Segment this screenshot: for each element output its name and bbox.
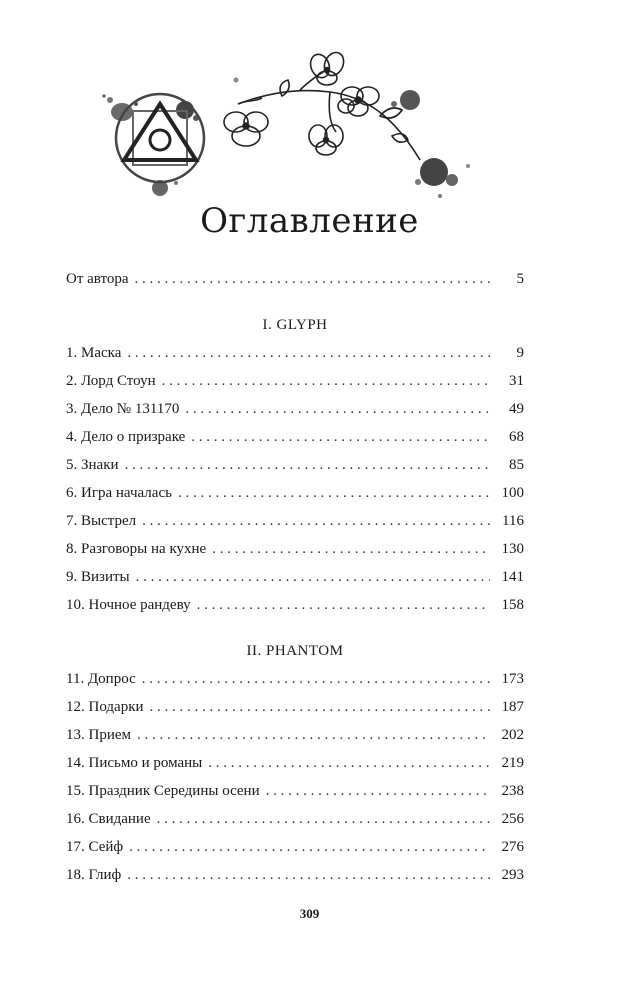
toc-entry-intro[interactable] <box>66 265 524 293</box>
part-section <box>66 311 524 619</box>
toc-entry-page: 9 <box>516 345 524 361</box>
toc-entry-label: 7. Выстрел <box>66 513 137 529</box>
toc-entry[interactable] <box>66 395 524 423</box>
toc-entry-label: 9. Визиты <box>66 569 130 585</box>
dot-leader <box>135 265 490 293</box>
toc-entry-label: 14. Письмо и романы <box>66 755 203 771</box>
toc-entry[interactable] <box>66 563 524 591</box>
toc-entry-label: 3. Дело № 131170 <box>66 401 180 417</box>
toc-entry-label: 16. Свидание <box>66 811 151 827</box>
toc-entry-label: 11. Допрос <box>66 671 136 687</box>
toc-entry-label: 13. Прием <box>66 727 132 743</box>
toc-entry[interactable] <box>66 423 524 451</box>
toc-entry-page: 31 <box>509 373 524 389</box>
toc-entry-page: 276 <box>501 839 524 855</box>
toc-entry-label: 6. Игра началась <box>66 485 172 501</box>
toc-entry-page: 116 <box>502 513 524 529</box>
dot-leader <box>162 367 490 395</box>
toc-entry-label: 10. Ночное рандеву <box>66 597 191 613</box>
toc-entry[interactable] <box>66 339 524 367</box>
dot-leader <box>127 339 490 367</box>
dot-leader <box>142 665 490 693</box>
toc-entry[interactable] <box>66 805 524 833</box>
toc-entry[interactable] <box>66 479 524 507</box>
dot-leader <box>212 535 490 563</box>
toc-entry-page: 5 <box>516 271 524 287</box>
toc-entry-page: 238 <box>501 783 524 799</box>
toc-entry[interactable] <box>66 861 524 889</box>
dot-leader <box>127 861 490 889</box>
toc-entry[interactable] <box>66 535 524 563</box>
toc-entry-label: 5. Знаки <box>66 457 119 473</box>
flower-lower <box>309 125 343 155</box>
toc-entry[interactable] <box>66 665 524 693</box>
toc-entry-label: 17. Сейф <box>66 839 124 855</box>
flower-top <box>307 49 347 85</box>
toc-entry-label: 1. Маска <box>66 345 122 361</box>
toc-entry-page: 293 <box>501 867 524 883</box>
toc-entry-label: 4. Дело о призраке <box>66 429 186 445</box>
dot-leader <box>208 749 490 777</box>
dot-leader <box>178 479 490 507</box>
toc-entry-label: 18. Глиф <box>66 867 122 883</box>
dot-leader <box>197 591 490 619</box>
page-number: 309 <box>299 906 320 921</box>
toc-entry-page: 219 <box>501 755 524 771</box>
toc-entry[interactable] <box>66 721 524 749</box>
dot-leader <box>157 805 490 833</box>
toc-entry-page: 256 <box>501 811 524 827</box>
ink-splatter-right <box>391 90 470 198</box>
toc-entry-page: 100 <box>501 485 524 501</box>
toc-entry-label: 15. Праздник Середины осени <box>66 783 260 799</box>
toc-entry-page: 141 <box>501 569 524 585</box>
toc-entry-label: 12. Подарки <box>66 699 144 715</box>
header-ornament <box>0 0 619 200</box>
toc-entry[interactable] <box>66 693 524 721</box>
dot-leader <box>142 507 490 535</box>
floral-branch <box>224 49 420 160</box>
alchemy-symbol <box>116 94 204 182</box>
toc-entry[interactable] <box>66 507 524 535</box>
part-title: II. PHANTOM <box>246 643 344 659</box>
toc-entry-page: 85 <box>509 457 524 473</box>
toc-entry[interactable] <box>66 777 524 805</box>
dot-leader <box>191 423 490 451</box>
toc-entry[interactable] <box>66 833 524 861</box>
table-of-contents <box>66 265 524 889</box>
toc-entry[interactable] <box>66 367 524 395</box>
dot-leader <box>150 693 490 721</box>
part-title: I. GLYPH <box>262 317 328 333</box>
toc-entry[interactable] <box>66 451 524 479</box>
flower-right <box>338 87 379 116</box>
toc-entry-page: 158 <box>501 597 524 613</box>
dot-leader <box>125 451 490 479</box>
flower-pansy <box>224 112 268 146</box>
toc-entry-page: 130 <box>501 541 524 557</box>
toc-entry-label: 2. Лорд Стоун <box>66 373 156 389</box>
toc-entry-page: 49 <box>509 401 524 417</box>
toc-entry-page: 187 <box>501 699 524 715</box>
dot-leader <box>185 395 490 423</box>
toc-entry[interactable] <box>66 591 524 619</box>
dot-leader <box>137 721 490 749</box>
toc-entry-page: 68 <box>509 429 524 445</box>
part-section <box>66 637 524 889</box>
toc-entry-label: 8. Разговоры на кухне <box>66 541 207 557</box>
page-title: Оглавление <box>200 200 419 241</box>
toc-entry[interactable] <box>66 749 524 777</box>
toc-entry-page: 173 <box>501 671 524 687</box>
dot-leader <box>136 563 490 591</box>
toc-entry-page: 202 <box>501 727 524 743</box>
dot-leader <box>129 833 490 861</box>
toc-entry-label: От автора <box>66 271 129 287</box>
dot-leader <box>266 777 490 805</box>
